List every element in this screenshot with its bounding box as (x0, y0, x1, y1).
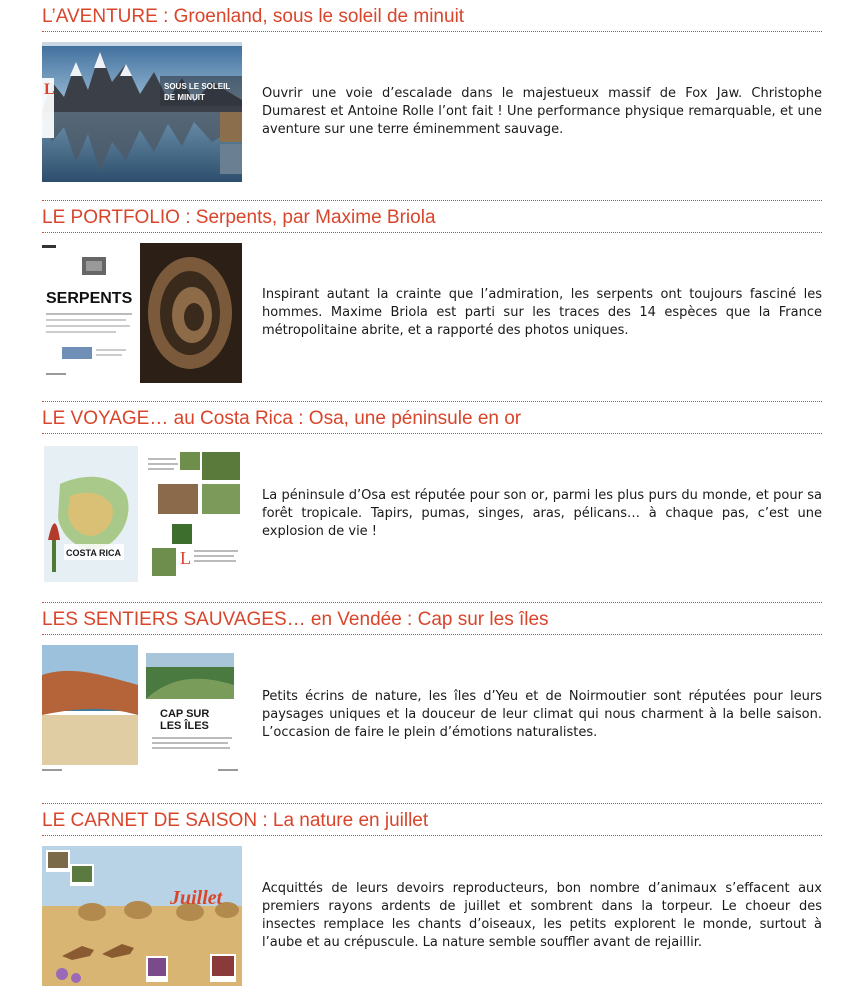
svg-text:DE MINUIT: DE MINUIT (164, 93, 205, 102)
svg-text:SOUS LE SOLEIL: SOUS LE SOLEIL (164, 82, 231, 91)
svg-text:LES ÎLES: LES ÎLES (160, 720, 209, 732)
article-thumbnail[interactable] (42, 846, 242, 986)
article-thumbnail[interactable] (42, 645, 242, 785)
svg-text:L: L (180, 548, 191, 568)
svg-text:L: L (44, 81, 55, 98)
article-voyage (42, 401, 822, 602)
article-title[interactable]: LE VOYAGE… au Costa Rica : Osa, une péninsule en or (42, 402, 822, 434)
svg-text:CAP SUR: CAP SUR (160, 708, 210, 720)
article-description: Inspirant autant la crainte que l’admiration, les serpents ont toujours fasciné les hommes. Maxime Briola est parti sur les traces des 14 espèces que la France métropolitaine abrite, et a rapporté des photos uniques. (262, 287, 822, 338)
article-list (42, 0, 822, 970)
svg-text:SERPENTS: SERPENTS (46, 290, 133, 307)
svg-text:Juillet: Juillet (170, 887, 223, 909)
article-description: Ouvrir une voie d’escalade dans le majestueux massif de Fox Jaw. Christophe Dumarest et Antoine Rolle l’ont fait ! Une performance physique remarquable, et une aventure sur une terre éminemment sauvage. (262, 86, 822, 137)
article-title[interactable]: LE PORTFOLIO : Serpents, par Maxime Briola (42, 201, 822, 233)
svg-text:COSTA RICA: COSTA RICA (66, 548, 121, 558)
article-aventure (42, 0, 822, 200)
article-description: Petits écrins de nature, les îles d’Yeu et de Noirmoutier sont réputées pour leurs paysages uniques et la douceur de leur climat qui nous charment à la belle saison. L’occasion de faire le plein d’émotions naturalistes. (262, 689, 822, 740)
article-title[interactable]: LE CARNET DE SAISON : La nature en juillet (42, 804, 822, 836)
article-thumbnail[interactable] (42, 243, 242, 383)
article-thumbnail[interactable] (42, 444, 242, 584)
article-thumbnail[interactable] (42, 42, 242, 182)
article-description: La péninsule d’Osa est réputée pour son or, parmi les plus purs du monde, et pour sa forêt tropicale. Tapirs, pumas, singes, aras, pélicans… à chaque pas, c’est une explosion de vie ! (262, 488, 822, 539)
article-title[interactable]: L’AVENTURE : Groenland, sous le soleil de minuit (42, 0, 822, 32)
article-title[interactable]: LES SENTIERS SAUVAGES… en Vendée : Cap sur les îles (42, 603, 822, 635)
article-carnet (42, 803, 822, 970)
article-sentiers (42, 602, 822, 803)
article-description: Acquittés de leurs devoirs reproducteurs, bon nombre d’animaux s’effacent aux premiers rayons ardents de juillet et sombrent dans la torpeur. Le choeur des insectes remplace les chants d’oiseaux, les petits explorent le monde, surtout à l’aube et au crépuscule. La nature semble souffler avant de rejaillir. (262, 881, 822, 950)
article-portfolio (42, 200, 822, 401)
